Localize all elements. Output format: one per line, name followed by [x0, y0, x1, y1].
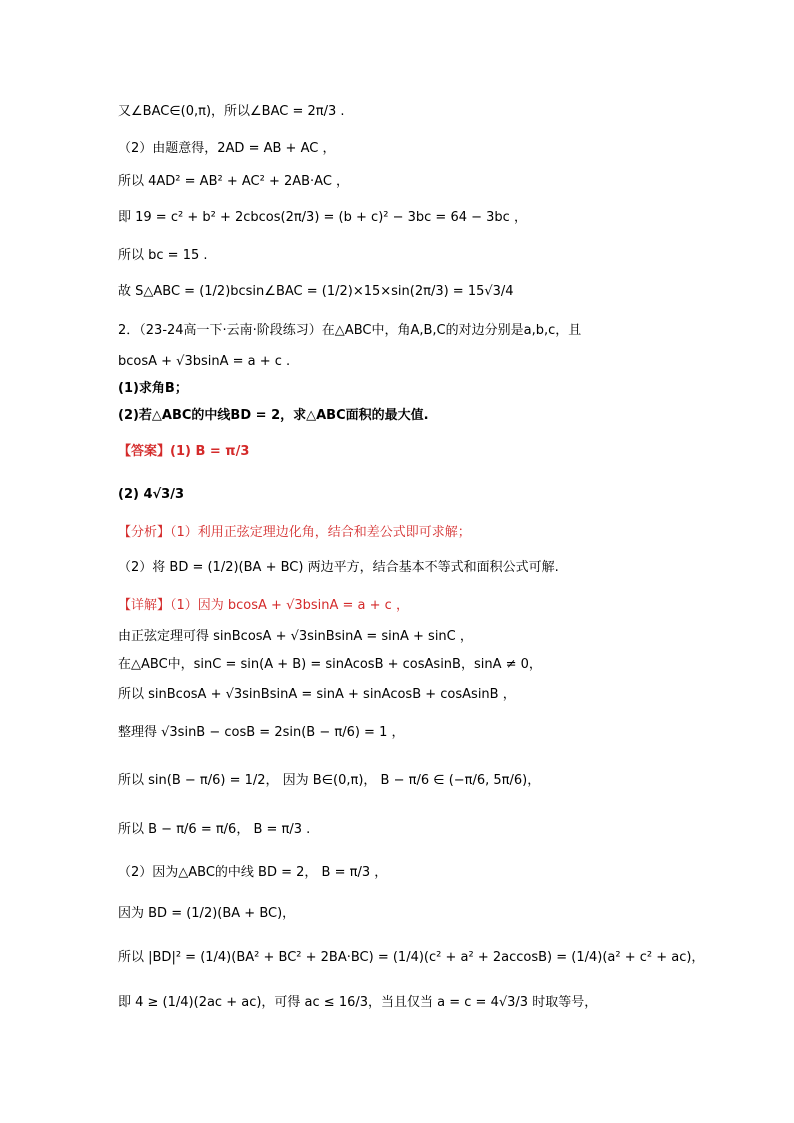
problem-heading: 2．（23-24高一下·云南·阶段练习）在△ABC中，角A,B,C的对边分别是a,b,c，且	[118, 323, 582, 338]
detail-line: 由正弦定理可得 sinBcosA + √3sinBsinA = sinA + sinC ，	[118, 629, 473, 644]
answer-2: (2) 4√3/3	[118, 487, 185, 502]
detail-line: 因为 BD = (1/2)(BA + BC)，	[118, 906, 296, 921]
analysis-1: 【分析】（1）利用正弦定理边化角，结合和差公式即可求解；	[118, 525, 471, 540]
solution-line: 故 S△ABC = (1/2)bcsin∠BAC = (1/2)×15×sin(2π/3) = 15√3/4	[118, 284, 514, 299]
question-1: (1)求角B；	[118, 381, 188, 396]
detail-line: 整理得 √3sinB − cosB = 2sin(B − π/6) = 1 ，	[118, 725, 405, 740]
answer-1: 【答案】(1) B = π/3	[118, 444, 250, 459]
detail-line: （2）因为△ABC的中线 BD = 2， B = π/3 ，	[118, 865, 388, 880]
detail-line: 所以 sinBcosA + √3sinBsinA = sinA + sinAcosB + cosAsinB ，	[118, 687, 516, 702]
detail-line: 所以 B − π/6 = π/6， B = π/3 .	[118, 822, 311, 837]
detail-line: 【详解】（1）因为 bcosA + √3bsinA = a + c ，	[118, 598, 409, 613]
solution-line: 所以 bc = 15 .	[118, 248, 208, 263]
problem-condition: bcosA + √3bsinA = a + c .	[118, 354, 291, 369]
detail-line: 在△ABC中，sinC = sin(A + B) = sinAcosB + cosAsinB，sinA ≠ 0，	[118, 657, 542, 672]
solution-line: 即 19 = c² + b² + 2cbcos(2π/3) = (b + c)² − 3bc = 64 − 3bc ，	[118, 210, 527, 225]
solution-line: 又∠BAC∈(0,π)，所以∠BAC = 2π/3 .	[118, 104, 345, 119]
detail-line: 所以 |BD|² = (1/4)(BA² + BC² + 2BA·BC) = (1/4)(c² + a² + 2accosB) = (1/4)(a² + c² + ac)，	[118, 950, 705, 965]
detail-line: 即 4 ≥ (1/4)(2ac + ac)，可得 ac ≤ 16/3，当且仅当 a = c = 4√3/3 时取等号，	[118, 995, 598, 1010]
detail-line: 所以 sin(B − π/6) = 1/2， 因为 B∈(0,π)， B − π/6 ∈ (−π/6, 5π/6)，	[118, 773, 541, 788]
analysis-2: （2）将 BD = (1/2)(BA + BC) 两边平方，结合基本不等式和面积公式可解.	[118, 560, 559, 575]
solution-line: 所以 4AD² = AB² + AC² + 2AB·AC ，	[118, 174, 350, 189]
question-2: (2)若△ABC的中线BD = 2，求△ABC面积的最大值.	[118, 408, 429, 423]
solution-line: （2）由题意得，2AD = AB + AC ，	[118, 141, 336, 156]
